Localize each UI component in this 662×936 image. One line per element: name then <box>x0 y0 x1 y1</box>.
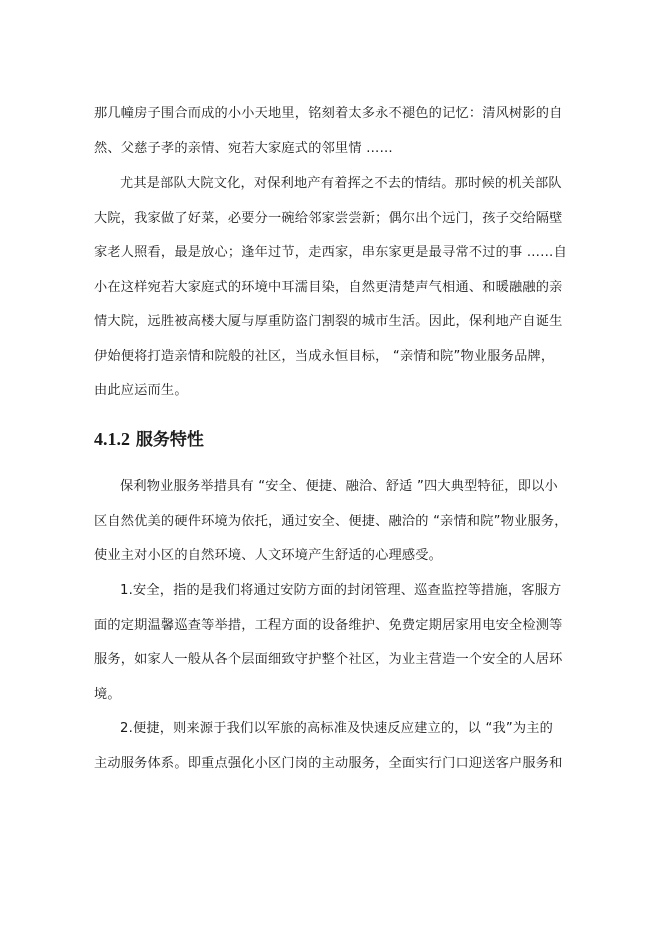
text-line: 使业主对小区的自然环境、人文环境产生舒适的心理感受。 <box>94 548 443 563</box>
text-line: 1.安全，指的是我们将通过安防方面的封闭管理、巡查监控等措施，客服方 <box>120 583 562 598</box>
text-line: 情大院，远胜被高楼大厦与厚重防盗门割裂的城市生活。因此，保利地产自诞生 <box>94 314 563 329</box>
text-line: 主动服务体系。即重点强化小区门岗的主动服务，全面实行门口迎送客户服务和 <box>94 756 563 771</box>
text-line: 大院，我家做了好菜，必要分一碗给邻家尝尝新；偶尔出个远门，孩子交给隔壁 <box>94 211 563 226</box>
text-line: 区自然优美的硬件环境为依托，通过安全、便捷、融洽的 “亲情和院”物业服务， <box>94 514 568 529</box>
text-line: 然、父慈子孝的亲情、宛若大家庭式的邻里情 …… <box>94 141 393 156</box>
section-heading <box>94 428 204 451</box>
text-line: 服务，如家人一般从各个层面细致守护整个社区，为业主营造一个安全的人居环 <box>94 652 563 667</box>
text-line: 保利物业服务举措具有 “安全、便捷、融洽、舒适 ”四大典型特征，即以小 <box>120 479 558 494</box>
text-line: 伊始便将打造亲情和院般的社区，当成永恒目标， “亲情和院”物业服务品牌， <box>94 349 555 364</box>
text-line: 尤其是部队大院文化，对保利地产有着挥之不去的情结。那时候的机关部队 <box>120 176 562 191</box>
section-title: 服务特性 <box>135 430 204 450</box>
text-line: 小在这样宛若大家庭式的环境中耳濡目染，自然更清楚声气相通、和暖融融的亲 <box>94 280 563 295</box>
text-line: 境。 <box>94 687 121 702</box>
text-line: 面的定期温馨巡查等举措，工程方面的设备维护、免费定期居家用电安全检测等 <box>94 618 563 633</box>
text-line: 2.便捷，则来源于我们以军旅的高标准及快速反应建立的，以 “我”为主的 <box>120 721 554 736</box>
text-line: 由此应运而生。 <box>94 383 188 398</box>
text-line: 那几幢房子围合而成的小小天地里，铭刻着太多永不褪色的记忆：清风树影的自 <box>94 106 563 121</box>
text-line: 家老人照看，最是放心；逢年过节，走西家，串东家更是最寻常不过的事 ……自 <box>94 245 567 260</box>
section-number: 4.1.2 <box>94 429 130 449</box>
